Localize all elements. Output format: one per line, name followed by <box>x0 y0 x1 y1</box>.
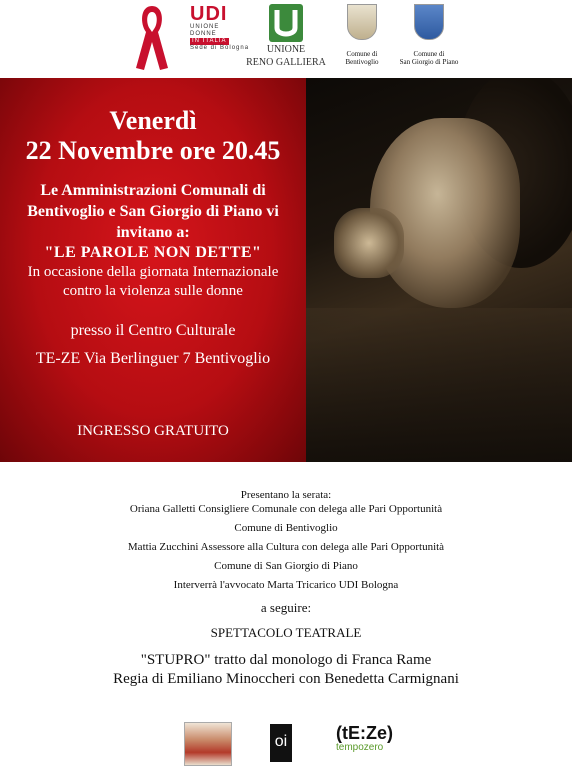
sponsor-logos <box>0 716 572 764</box>
a-seguire: a seguire: <box>260 600 312 615</box>
san-giorgio-logo <box>392 4 466 66</box>
event-occasion: In occasione della giornata Internazionale contro la violenza sulle donne <box>27 264 279 299</box>
photo-hand <box>334 208 404 278</box>
unione-reno-galliera-logo <box>244 4 328 68</box>
presenter-1-org: Comune di Bentivoglio <box>234 522 338 534</box>
logo-header <box>0 0 572 78</box>
presenter-2: Mattia Zucchini Assessore alla Cultura con delega alle Pari Opportunità <box>127 541 445 553</box>
red-ribbon-icon <box>132 2 172 72</box>
teze-main: (tE:Ze) <box>336 723 393 743</box>
udi-line2: DONNE <box>190 31 217 37</box>
bentivoglio-line1: Comune di <box>346 50 378 58</box>
spettacolo-label: SPETTACOLO TEATRALE <box>210 625 362 640</box>
event-day: Venerdì <box>109 106 197 135</box>
udi-line1: UNIONE <box>190 24 220 30</box>
teze-tempozero-logo <box>336 724 406 754</box>
hero-banner <box>0 78 572 462</box>
reno-line1: UNIONE <box>266 44 306 55</box>
reno-u-icon <box>269 4 303 42</box>
free-entry: INGRESSO GRATUITO <box>77 423 229 439</box>
photo-reflection <box>306 308 572 462</box>
teze-sub: tempozero <box>336 742 384 753</box>
play-title: "STUPRO" tratto dal monologo di Franca Rame <box>140 652 432 668</box>
play-credits: Regia di Emiliano Minoccheri con Benedetta Carmignani <box>113 671 459 687</box>
red-panel <box>0 78 306 462</box>
event-title: "LE PAROLE NON DETTE" <box>44 244 262 261</box>
presenter-1: Oriana Galletti Consigliere Comunale con delega alle Pari Opportunità <box>129 503 443 515</box>
san-giorgio-crest-icon <box>414 4 444 40</box>
presenter-2-org: Comune di San Giorgio di Piano <box>214 560 358 572</box>
bentivoglio-logo <box>334 4 390 66</box>
sangiorgio-line2: San Giorgio di Piano <box>399 58 459 66</box>
event-date: 22 Novembre ore 20.45 <box>25 136 281 165</box>
bentivoglio-line2: Bentivoglio <box>345 58 379 66</box>
sponsor-logo-2: oi <box>270 724 292 762</box>
reno-line2: RENO GALLIERA <box>246 57 326 68</box>
sangiorgio-line1: Comune di <box>413 50 445 58</box>
udi-line3: IN ITALIA <box>192 38 227 44</box>
presentano-label: Presentano la serata: <box>240 489 332 501</box>
sponsor-building-photo <box>184 722 232 766</box>
venue-line1: presso il Centro Culturale <box>70 322 236 339</box>
udi-sede: Sede di Bologna <box>190 45 250 51</box>
venue-line2: TE-ZE Via Berlinguer 7 Bentivoglio <box>35 350 271 367</box>
udi-title: UDI <box>190 3 228 25</box>
woman-photo <box>306 78 572 462</box>
speaker-line: Interverrà l'avvocato Marta Tricarico UDI Bologna <box>173 579 399 591</box>
bentivoglio-crest-icon <box>347 4 377 40</box>
invitation-intro: Le Amministrazioni Comunali di Bentivoglio e San Giorgio di Piano vi invitano a: <box>27 182 279 241</box>
